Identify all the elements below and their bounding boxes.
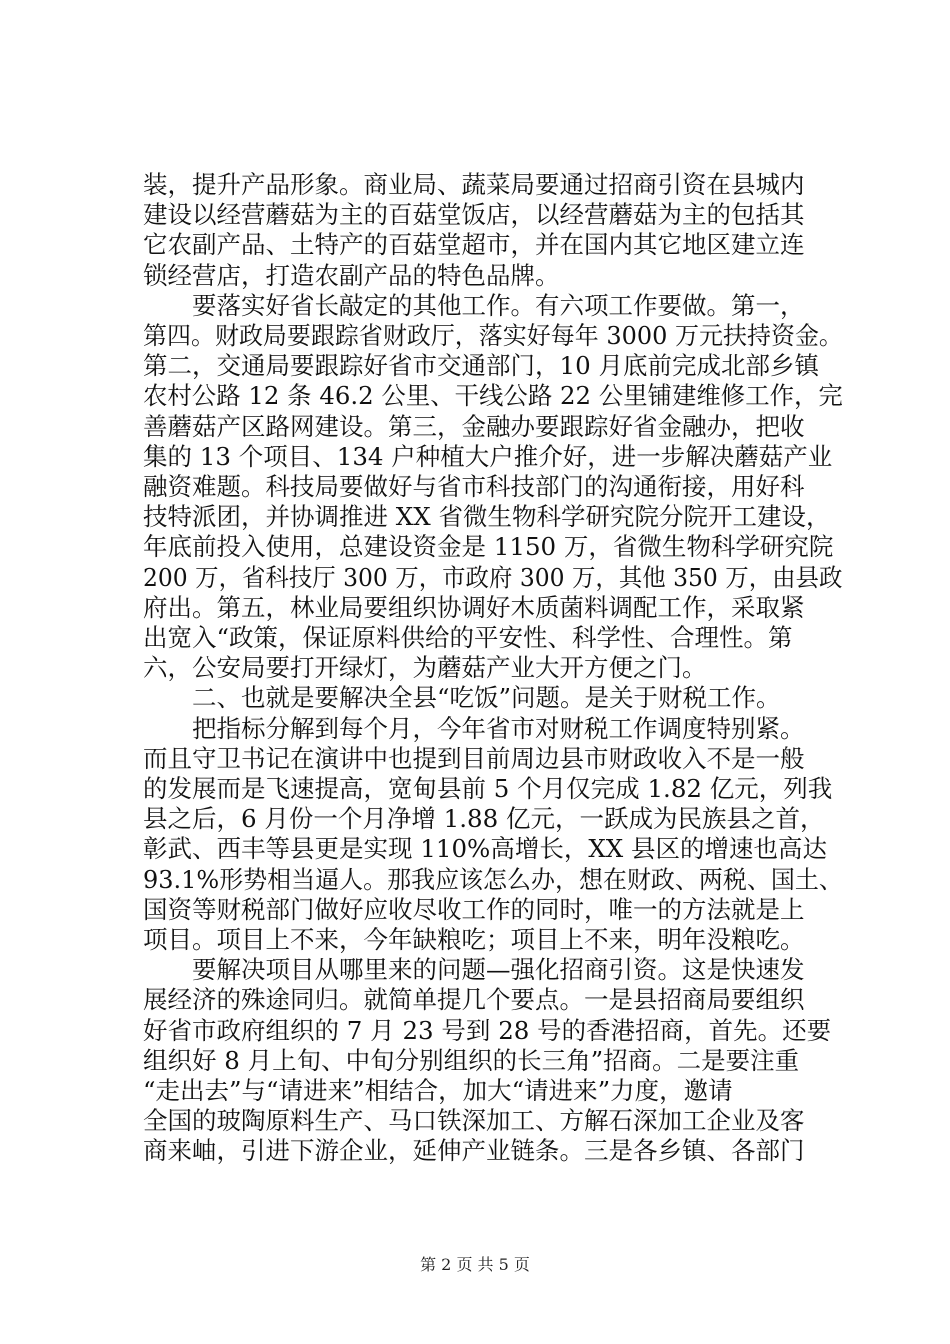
text-line: 组织好 8 月上旬、中旬分别组织的长三角”招商。二是要注重	[143, 1045, 800, 1075]
text-line: 而且守卫书记在演讲中也提到目前周边县市财政收入不是一般	[143, 743, 805, 773]
text-line: 第四。财政局要跟踪省财政厅，落实好每年 3000 万元扶持资金。	[143, 321, 843, 350]
text-line: 项目。项目上不来，今年缺粮吃；项目上不来，明年没粮吃。	[143, 925, 805, 954]
text-line: 农村公路 12 条 46.2 公里、干线公路 22 公里铺建维修工作，完	[143, 381, 843, 411]
text-line: 第二，交通局要跟踪好省市交通部门，10 月底前完成北部乡镇	[143, 351, 819, 381]
page-number-footer: 第 2 页 共 5 页	[420, 1255, 530, 1274]
text-line: 县之后，6 月份一个月净增 1.88 亿元，一跃成为民族县之首，	[143, 804, 825, 834]
text-line: 装，提升产品形象。商业局、蔬菜局要通过招商引资在县城内	[143, 170, 805, 199]
text-line: 93.1%形势相当逼人。那我应该怎么办，想在财政、两税、国土、	[143, 864, 843, 894]
text-line: 年底前投入使用，总建设资金是 1150 万，省微生物科学研究院	[143, 532, 834, 562]
text-line: 出宽入“政策，保证原料供给的平安性、科学性、合理性。第	[143, 623, 793, 652]
text-line: “走出去”与“请进来”相结合，加大“请进来”力度，邀请	[143, 1076, 733, 1105]
text-line: 技特派团，并协调推进 XX 省微生物科学研究院分院开工建设，	[143, 502, 831, 532]
text-line: 彰武、西丰等县更是实现 110%高增长，XX 县区的增速也高达	[143, 834, 827, 864]
text-line: 六，公安局要打开绿灯，为蘑菇产业大开方便之门。	[143, 653, 707, 683]
text-line: 二、也就是要解决全县“吃饭”问题。是关于财税工作。	[143, 683, 781, 713]
text-line: 建设以经营蘑菇为主的百菇堂饭店，以经营蘑菇为主的包括其	[143, 200, 805, 230]
text-line: 要解决项目从哪里来的问题—强化招商引资。这是快速发	[143, 955, 805, 985]
text-line: 集的 13 个项目、134 户种植大户推介好，进一步解决蘑菇产业	[143, 441, 833, 471]
text-line: 好省市政府组织的 7 月 23 号到 28 号的香港招商，首先。还要	[143, 1015, 832, 1045]
text-line: 善蘑菇产区路网建设。第三，金融办要跟踪好省金融办，把收	[143, 411, 805, 441]
text-line: 融资难题。科技局要做好与省市科技部门的沟通衔接，用好科	[143, 472, 805, 501]
text-line: 锁经营店，打造农副产品的特色品牌。	[143, 260, 560, 290]
text-line: 200 万，省科技厅 300 万，市政府 300 万，其他 350 万，由县政	[143, 562, 843, 592]
text-line: 它农副产品、土特产的百菇堂超市，并在国内其它地区建立连	[143, 230, 805, 260]
text-line: 国资等财税部门做好应收尽收工作的同时，唯一的方法就是上	[143, 894, 805, 924]
text-line: 要落实好省长敲定的其他工作。有六项工作要做。第一，	[143, 290, 805, 320]
text-line: 把指标分解到每个月，今年省市对财税工作调度特别紧。	[143, 713, 805, 743]
text-line: 全国的玻陶原料生产、马口铁深加工、方解石深加工企业及客	[143, 1106, 805, 1136]
text-line: 府出。第五，林业局要组织协调好木质菌料调配工作，采取紧	[143, 592, 805, 622]
text-line: 商来岫，引进下游企业，延伸产业链条。三是各乡镇、各部门	[143, 1136, 805, 1166]
text-line: 展经济的殊途同归。就简单提几个要点。一是县招商局要组织	[143, 985, 805, 1015]
text-line: 的发展而是飞速提高，宽甸县前 5 个月仅完成 1.82 亿元，列我	[143, 774, 833, 803]
